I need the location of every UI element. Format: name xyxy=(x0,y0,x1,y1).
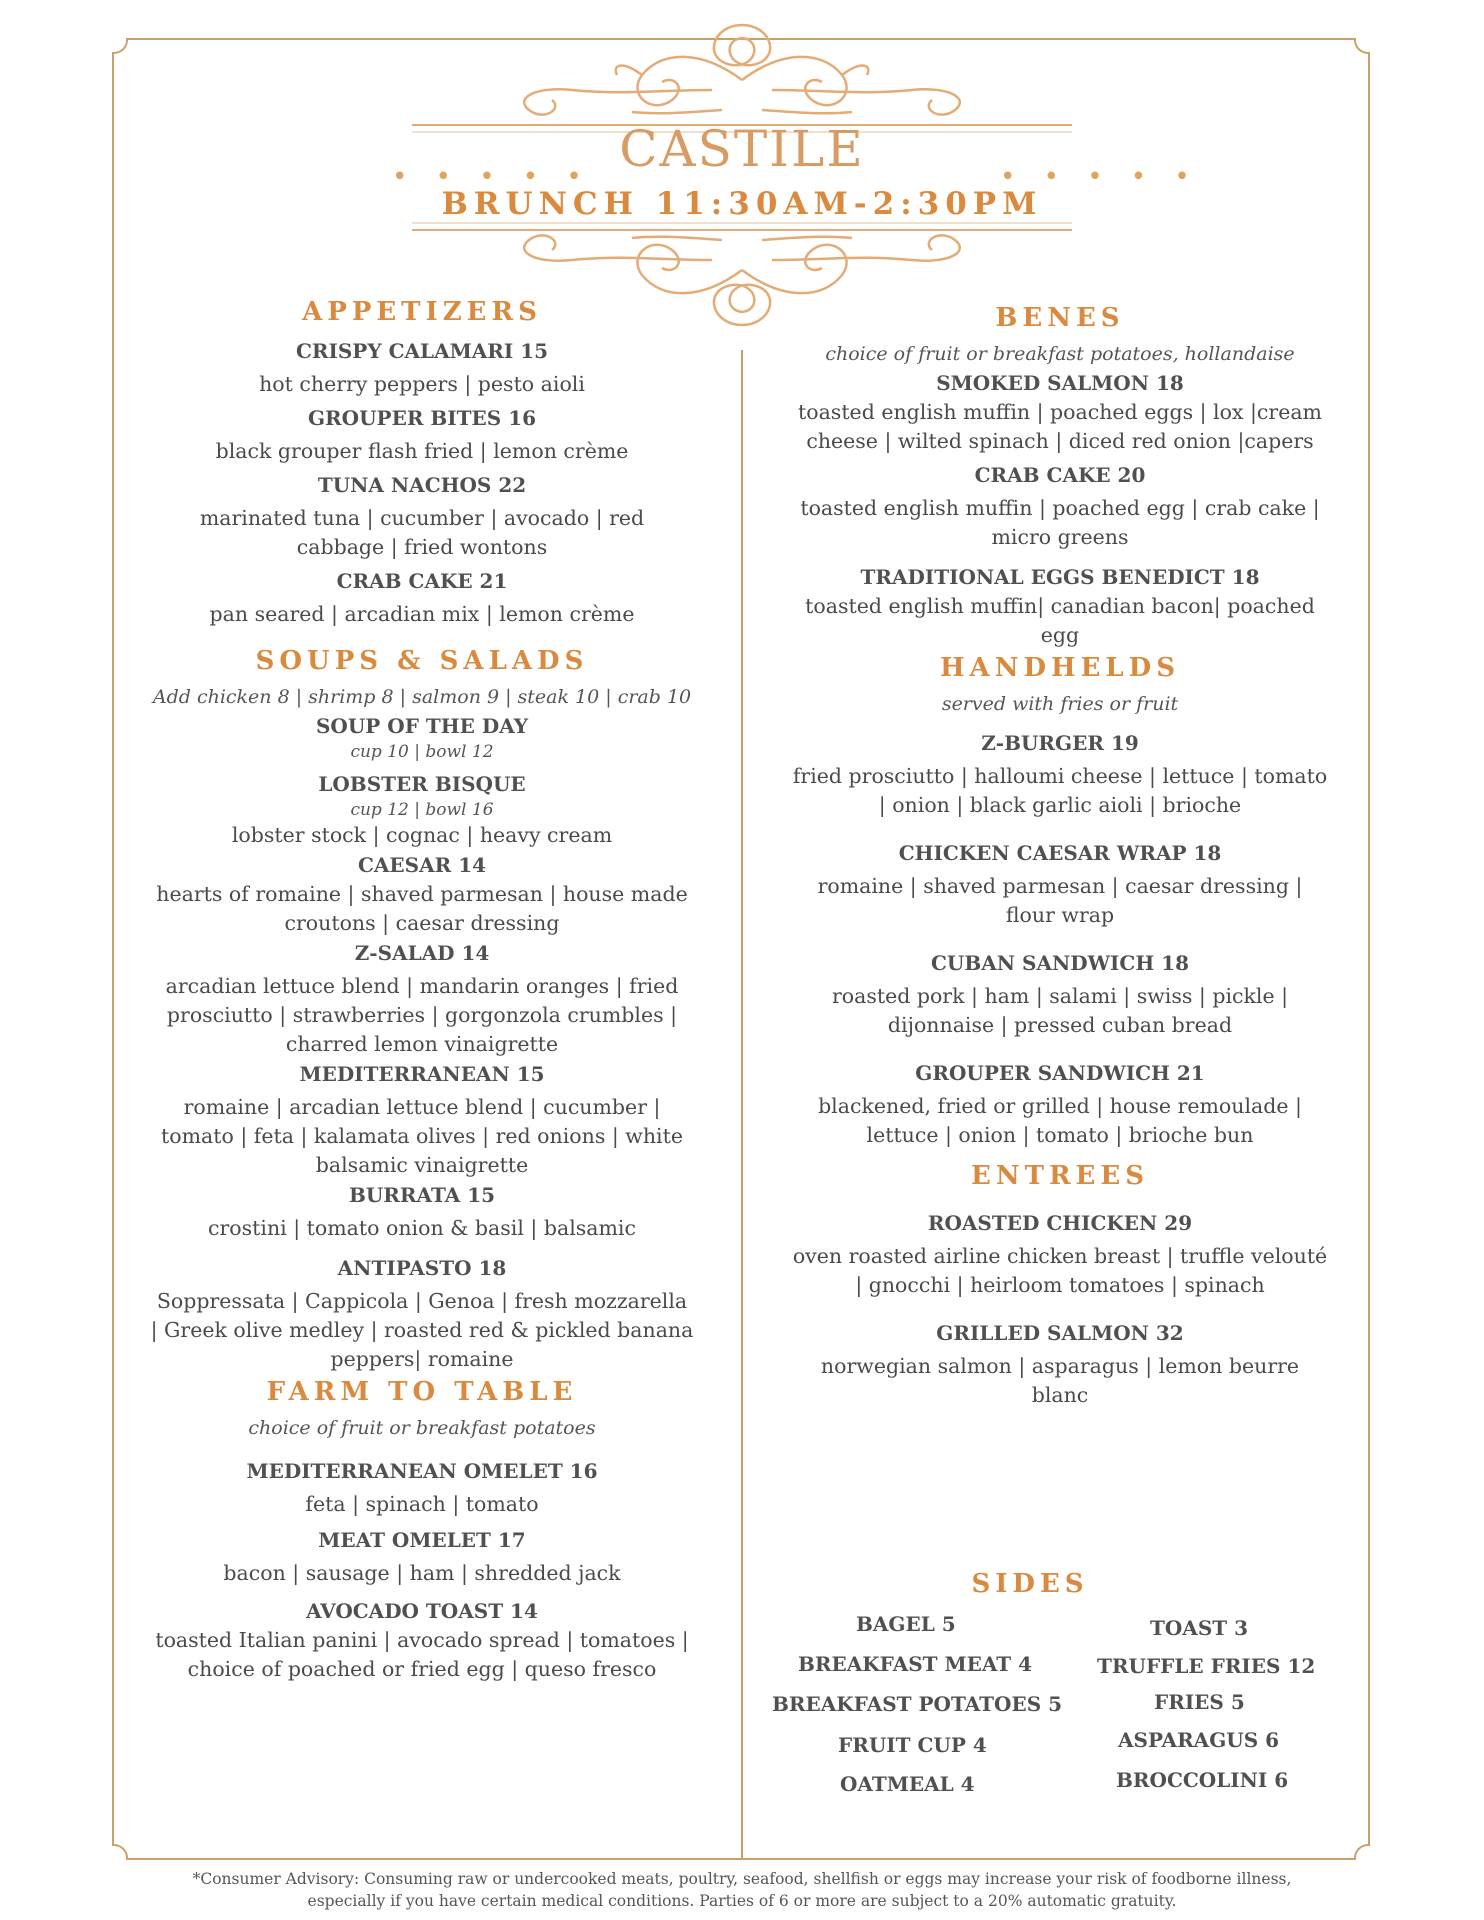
item-name: Z-SALAD 14 xyxy=(354,941,490,965)
item-desc: black grouper flash fried | lemon crème xyxy=(215,439,629,463)
side-item: BAGEL 5 xyxy=(856,1612,956,1636)
dots-right: • • • • • xyxy=(1000,162,1200,192)
side-item: ASPARAGUS 6 xyxy=(1118,1728,1280,1752)
side-item: FRUIT CUP 4 xyxy=(838,1733,987,1757)
item-desc: oven roasted airline chicken breast | truffle velouté xyxy=(792,1244,1328,1268)
side-item: TRUFFLE FRIES 12 xyxy=(1097,1654,1316,1678)
item-desc: hearts of romaine | shaved parmesan | house made xyxy=(156,882,688,906)
item-desc: blanc xyxy=(1031,1383,1089,1407)
item-desc: Soppressata | Cappicola | Genoa | fresh mozzarella xyxy=(156,1289,688,1313)
corner-ornament xyxy=(112,1844,128,1860)
item-desc: toasted english muffin | poached eggs | lox |cream xyxy=(798,400,1322,424)
item-name: AVOCADO TOAST 14 xyxy=(306,1599,538,1623)
side-item: TOAST 3 xyxy=(1150,1616,1249,1640)
side-item: OATMEAL 4 xyxy=(840,1772,975,1796)
item-name: ROASTED CHICKEN 29 xyxy=(927,1211,1193,1235)
consumer-advisory xyxy=(130,1868,1354,1912)
item-desc: | Greek olive medley | roasted red & pickled banana xyxy=(150,1318,694,1342)
section-title-soups-salads: SOUPS & SALADS xyxy=(255,646,589,676)
side-item: BREAKFAST MEAT 4 xyxy=(798,1652,1033,1676)
item-name: MEDITERRANEAN 15 xyxy=(299,1062,545,1086)
item-desc: | onion | black garlic aioli | brioche xyxy=(878,793,1242,817)
item-name: GRILLED SALMON 32 xyxy=(936,1321,1184,1345)
dots-left: • • • • • xyxy=(392,162,592,192)
item-desc: arcadian lettuce blend | mandarin oranges | fried xyxy=(165,974,679,998)
item-name: ANTIPASTO 18 xyxy=(337,1256,507,1280)
item-name: CRAB CAKE 20 xyxy=(974,463,1146,487)
item-desc: norwegian salmon | asparagus | lemon beurre xyxy=(820,1354,1300,1378)
item-name: CRAB CAKE 21 xyxy=(336,569,508,593)
item-name: LOBSTER BISQUE xyxy=(318,772,526,796)
left-column xyxy=(142,294,702,1684)
item-name: BURRATA 15 xyxy=(348,1183,496,1207)
add-protein-note: Add chicken 8 | shrimp 8 | salmon 9 | steak 10 | crab 10 xyxy=(152,686,692,708)
column-divider xyxy=(741,350,743,1860)
item-name: CAESAR 14 xyxy=(357,853,487,877)
section-title-entrees: ENTREES xyxy=(971,1161,1149,1191)
side-item: BREAKFAST POTATOES 5 xyxy=(772,1692,1063,1716)
item-desc: balsamic vinaigrette xyxy=(315,1153,529,1177)
benes-note: choice of fruit or breakfast potatoes, hollandaise xyxy=(825,343,1295,365)
item-desc: prosciutto | strawberries | gorgonzola crumbles | xyxy=(166,1003,678,1027)
right-column xyxy=(780,300,1340,1410)
item-desc: toasted english muffin| canadian bacon| poached xyxy=(805,594,1315,618)
section-title-sides: SIDES xyxy=(971,1569,1089,1599)
item-desc: croutons | caesar dressing xyxy=(284,911,560,935)
item-desc: blackened, fried or grilled | house remoulade | xyxy=(818,1094,1302,1118)
section-title-appetizers: APPETIZERS xyxy=(302,297,542,327)
item-name: TUNA NACHOS 22 xyxy=(317,473,527,497)
item-desc: flour wrap xyxy=(1005,903,1115,927)
item-name: CHICKEN CAESAR WRAP 18 xyxy=(898,841,1222,865)
side-item: FRIES 5 xyxy=(1154,1690,1245,1714)
item-name: MEAT OMELET 17 xyxy=(318,1528,526,1552)
handhelds-note: served with fries or fruit xyxy=(941,693,1179,715)
item-name: CUBAN SANDWICH 18 xyxy=(930,951,1190,975)
item-name: SMOKED SALMON 18 xyxy=(936,371,1184,395)
item-desc: romaine | shaved parmesan | caesar dressing | xyxy=(817,874,1303,898)
item-desc: fried prosciutto | halloumi cheese | lettuce | tomato xyxy=(792,764,1328,788)
section-title-handhelds: HANDHELDS xyxy=(939,653,1181,683)
corner-ornament xyxy=(1354,38,1370,54)
item-name: GROUPER SANDWICH 21 xyxy=(915,1061,1205,1085)
item-desc: feta | spinach | tomato xyxy=(305,1492,539,1516)
item-desc: pan seared | arcadian mix | lemon crème xyxy=(209,602,635,626)
item-name: SOUP OF THE DAY xyxy=(315,714,529,738)
item-desc: romaine | arcadian lettuce blend | cucumber | xyxy=(183,1095,661,1119)
item-desc: | gnocchi | heirloom tomatoes | spinach xyxy=(855,1273,1265,1297)
item-desc: egg xyxy=(1040,623,1080,647)
advisory-line-2: especially if you have certain medical conditions. Parties of 6 or more are subject to a 20% automatic gratuity. xyxy=(307,1892,1177,1910)
advisory-line-1: *Consumer Advisory: Consuming raw or undercooked meats, poultry, seafood, shellfish or eggs may increase your risk of foodborne illness, xyxy=(192,1870,1292,1888)
item-desc: dijonnaise | pressed cuban bread xyxy=(887,1013,1233,1037)
item-name: CRISPY CALAMARI 15 xyxy=(295,339,549,363)
item-desc: bacon | sausage | ham | shredded jack xyxy=(223,1561,621,1585)
corner-ornament xyxy=(112,38,128,54)
item-sub: cup 12 | bowl 16 xyxy=(350,800,494,820)
item-desc: marinated tuna | cucumber | avocado | red xyxy=(199,506,645,530)
item-desc: hot cherry peppers | pesto aioli xyxy=(259,372,585,396)
item-desc: lobster stock | cognac | heavy cream xyxy=(231,823,613,847)
item-desc: micro greens xyxy=(991,525,1129,549)
item-desc: lettuce | onion | tomato | brioche bun xyxy=(866,1123,1254,1147)
brunch-hours: BRUNCH 11:30AM-2:30PM xyxy=(441,186,1043,222)
item-name: Z-BURGER 19 xyxy=(981,731,1139,755)
side-item: BROCCOLINI 6 xyxy=(1116,1768,1289,1792)
item-desc: toasted Italian panini | avocado spread | tomatoes | xyxy=(155,1628,689,1652)
item-name: TRADITIONAL EGGS BENEDICT 18 xyxy=(860,565,1260,589)
item-sub: cup 10 | bowl 12 xyxy=(350,742,494,762)
item-desc: crostini | tomato onion & basil | balsamic xyxy=(208,1216,636,1240)
item-name: GROUPER BITES 16 xyxy=(307,406,537,430)
item-desc: tomato | feta | kalamata olives | red onions | white xyxy=(161,1124,683,1148)
corner-ornament xyxy=(1354,1844,1370,1860)
item-name: MEDITERRANEAN OMELET 16 xyxy=(246,1459,598,1483)
item-desc: charred lemon vinaigrette xyxy=(285,1032,559,1056)
item-desc: cabbage | fried wontons xyxy=(296,535,548,559)
farm-note: choice of fruit or breakfast potatoes xyxy=(248,1417,596,1439)
section-title-benes: BENES xyxy=(995,303,1125,333)
section-title-farm-to-table: FARM TO TABLE xyxy=(266,1377,578,1407)
restaurant-logo: CASTILE xyxy=(619,120,865,178)
item-desc: peppers| romaine xyxy=(330,1347,514,1371)
item-desc: choice of poached or fried egg | queso fresco xyxy=(187,1657,657,1681)
item-desc: roasted pork | ham | salami | swiss | pickle | xyxy=(831,984,1289,1008)
item-desc: cheese | wilted spinach | diced red onion |capers xyxy=(806,429,1314,453)
item-desc: toasted english muffin | poached egg | crab cake | xyxy=(800,496,1320,520)
